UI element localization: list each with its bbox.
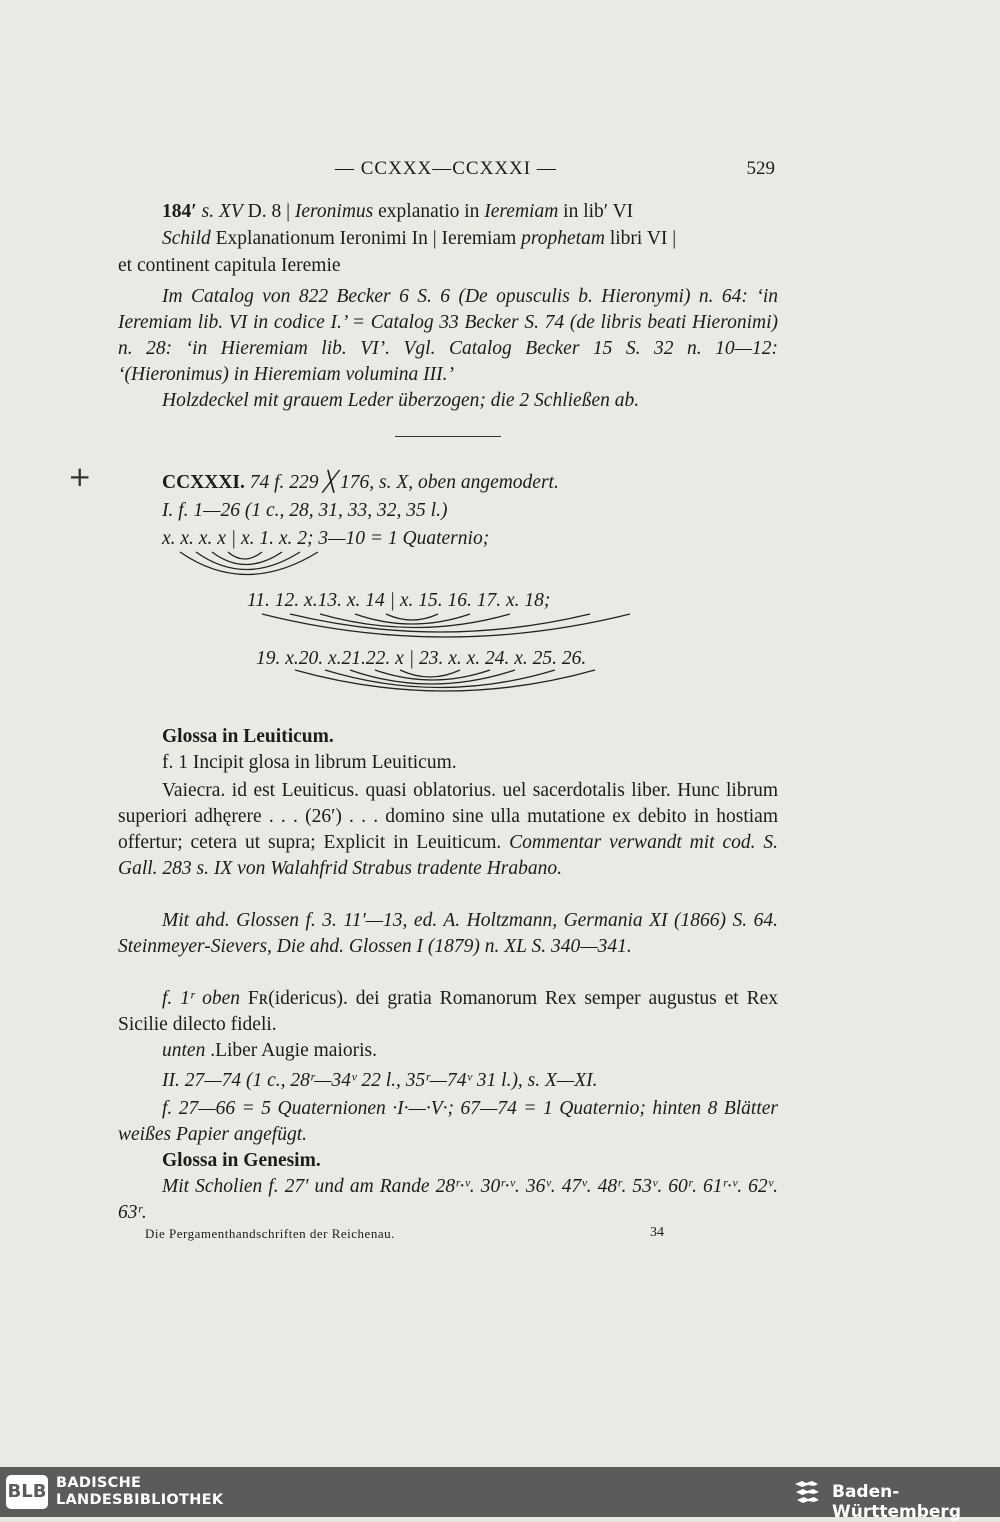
collation-line2: 11. 12. x.13. x. 14 | x. 15. 16. 17. x. 18; bbox=[247, 590, 551, 611]
running-title: — CCXXX—CCXXXI — bbox=[335, 158, 557, 179]
collation-diagram bbox=[0, 0, 1000, 720]
arc-line2-2 bbox=[355, 614, 470, 624]
footer-signature: 34 bbox=[650, 1225, 664, 1240]
arc-line2-1 bbox=[386, 614, 438, 620]
page-number: 529 bbox=[746, 158, 775, 179]
arc-line1-1 bbox=[228, 552, 262, 559]
entry184-line2: Schild Explanationum Ieronimi In | Ieremiam prophetam libri VI | bbox=[162, 228, 677, 249]
arc-line3-1 bbox=[400, 670, 460, 677]
ccxxxi-heading: CCXXXI. 74 f. 229 ╳ 176, s. X, oben angemodert. bbox=[162, 472, 559, 493]
part2-desc: II. 27—74 (1 c., 28ʳ—34ᵛ 22 l., 35ʳ—74ᵛ 31 l.), s. X—XI. bbox=[162, 1070, 598, 1091]
blb-logo[interactable]: BLB bbox=[6, 1475, 48, 1509]
baden-wuerttemberg-lions-icon bbox=[792, 1477, 822, 1507]
arc-line3-2 bbox=[375, 670, 490, 680]
footer-title: Die Pergamenthandschriften der Reichenau. bbox=[145, 1226, 395, 1241]
baden-wuerttemberg-name[interactable]: Baden-Württemberg bbox=[832, 1482, 961, 1522]
genesis-title: Glossa in Genesim. bbox=[162, 1150, 321, 1171]
part2-collation: f. 27—66 = 5 Quaternionen ·I·—·V·; 67—74 = 1 Quaternio; hinten 8 Blätter weißes Papier angefügt. bbox=[118, 1098, 778, 1145]
entry184-line1: 184′ s. XV D. 8 | Ieronimus explanatio in Ieremiam in lib′ VI bbox=[162, 201, 634, 222]
blb-name[interactable]: BADISCHE LANDESBIBLIOTHEK bbox=[56, 1475, 224, 1508]
f1r-note: f. 1ʳ oben Fʀ(idericus). dei gratia Romanorum Rex semper augustus et Rex Sicilie dilecto fideli. bbox=[118, 988, 778, 1035]
catalog-note: Im Catalog von 822 Becker 6 S. 6 (De opusculis b. Hieronymi) n. 64: ‘in Ieremiam lib. VI in codice I.’ = Catalog 33 Becker S. 74 (de libris beati Hieronimi) n. 28: ‘in Hieremiam lib. VI’. Vgl. Catalog Becker 15 S. 32 n. 10—12: ‘(Hieronimus) in Hieremiam volumina III.’ bbox=[118, 286, 778, 385]
scholien-note: Mit Scholien f. 27′ und am Rande 28ʳ·ᵛ. 30ʳ·ᵛ. 36ᵛ. 47ᵛ. 48ʳ. 53ᵛ. 60ʳ. 61ʳ·ᵛ. 62ᵛ. 63ʳ. bbox=[118, 1176, 778, 1223]
margin-plus-mark: + bbox=[68, 460, 92, 493]
leviticus-title: Glossa in Leuiticum. bbox=[162, 726, 334, 747]
collation-line3: 19. x.20. x.21.22. x | 23. x. x. 24. x. 25. 26. bbox=[256, 648, 587, 669]
collation-line1: x. x. x. x | x. 1. x. 2; 3—10 = 1 Quaternio; bbox=[162, 528, 490, 549]
binding-note: Holzdeckel mit grauem Leder überzogen; die 2 Schließen ab. bbox=[162, 390, 640, 411]
leviticus-incipit: f. 1 Incipit glosa in librum Leuiticum. bbox=[162, 752, 457, 773]
arc-line1-3 bbox=[196, 552, 300, 570]
unten-note: unten .Liber Augie maioris. bbox=[162, 1040, 378, 1061]
leviticus-text: Vaiecra. id est Leuiticus. quasi oblatorius. uel sacerdotalis liber. Hunc librum superiori adhęrere . . . (26′) . . . domino sine ulla mutatione ex debito in hostiam offertur; cetera ut supra; Explicit in Leuiticum. Commentar verwandt mit cod. S. Gall. 283 s. IX von Walahfrid Strabus tradente Hrabano. bbox=[118, 780, 778, 879]
glossen-note: Mit ahd. Glossen f. 3. 11′—13, ed. A. Holtzmann, Germania XI (1866) S. 64. Steinmeyer-Sievers, Die ahd. Glossen I (1879) n. XL S. 340—341. bbox=[118, 910, 778, 957]
branding-bar bbox=[0, 1467, 1000, 1522]
entry184-line3: et continent capitula Ieremie bbox=[118, 255, 341, 276]
part1-desc: I. f. 1—26 (1 c., 28, 31, 33, 32, 35 l.) bbox=[162, 500, 448, 521]
